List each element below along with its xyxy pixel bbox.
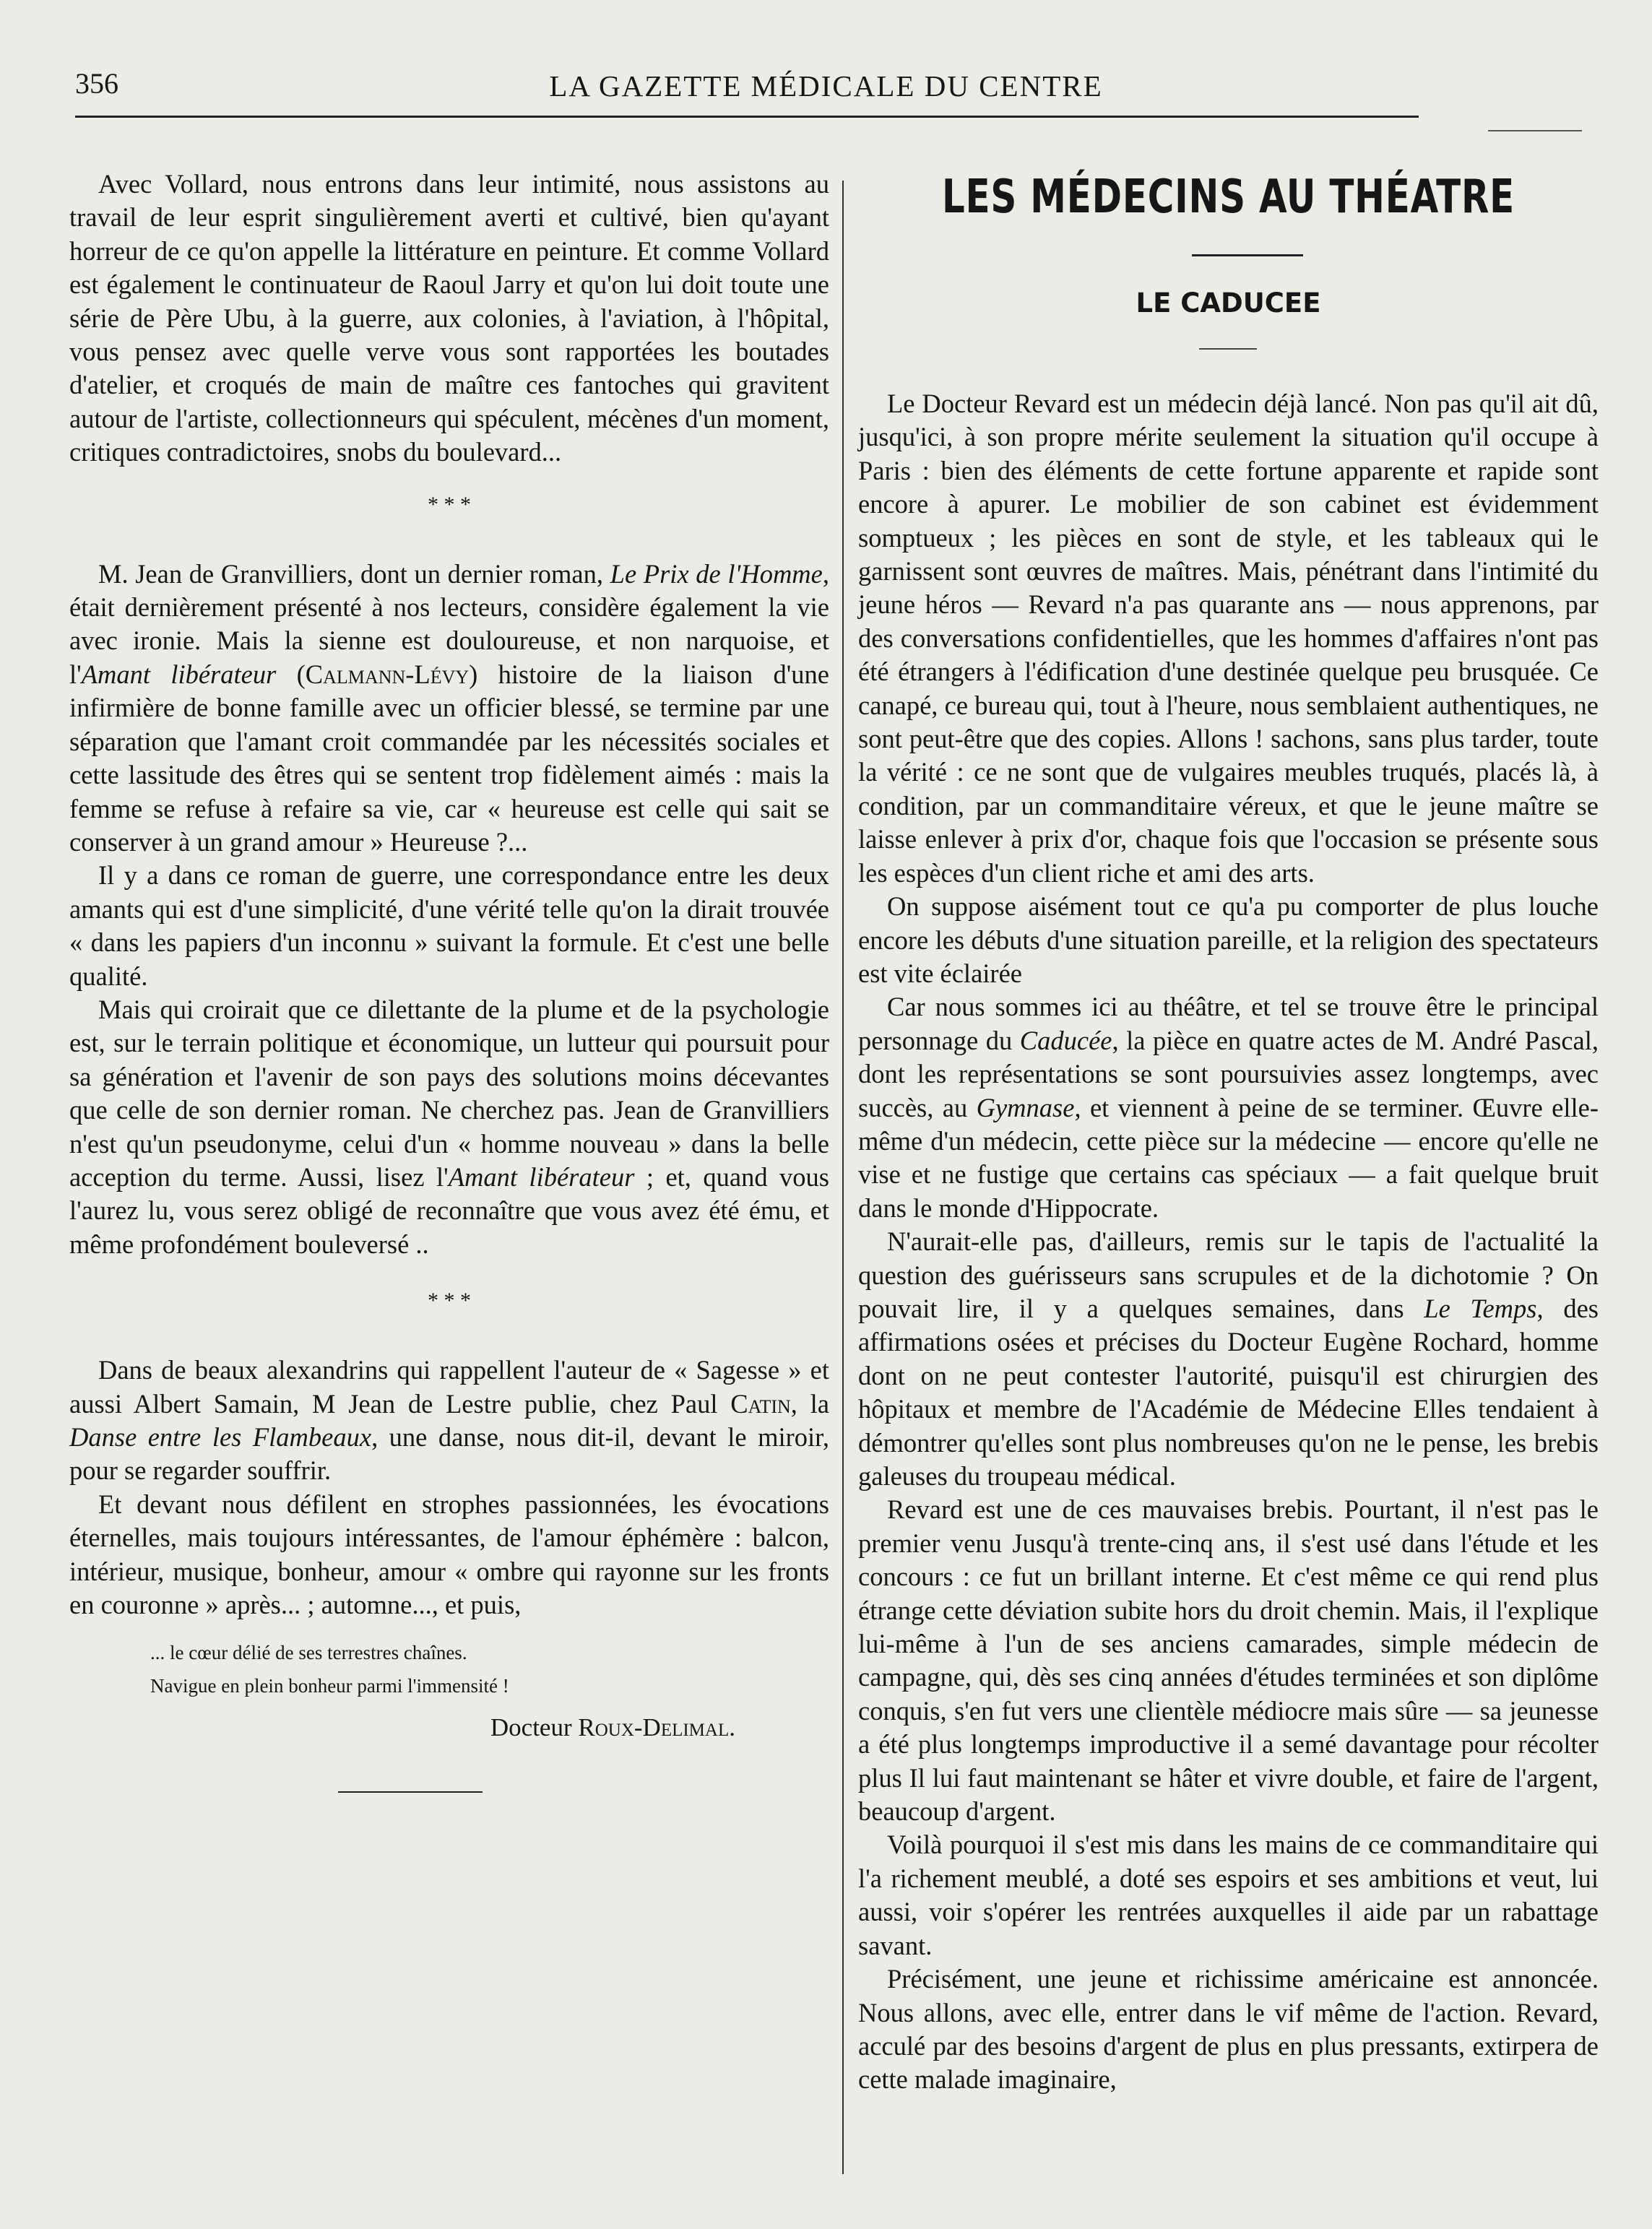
section-separator: * * * [428, 492, 471, 516]
section-separator: * * * [428, 1289, 471, 1313]
book-title: Amant libérateur [448, 1161, 635, 1192]
right-paragraph-dichotomie: N'aurait-elle pas, d'ailleurs, remis sur le tapis de l'actualité la question des guérisseurs sans scrupules et de la dichotomie ? On pouvait lire, il y a quelques semaines, dans Le Temps, des affirmations osées et précises du Docteur Eugène Rochard, homme dont on ne peut contester l'autorité, puisqu'il est chirurgien des hôpitaux et membre de l'Académie de Médecine Elles tendaient à démontrer qu'elles sont plus nombreuses qu'on ne le pense, les brebis galeuses du troupeau médical. [858, 1226, 1599, 1491]
left-paragraph-granvilliers: M. Jean de Granvilliers, dont un dernier roman, Le Prix de l'Homme, était dernièrement présenté à nos lecteurs, considère également la vie avec ironie. Mais la sienne est douloureuse, et non narquoise, et l'Amant libérateur (Calmann-Lévy) histoire de la liaison d'une infirmière de bonne famille avec un officier blessé, se termine par une séparation que l'amant croit commandée par les nécessités sociales et cette lassitude des êtres qui se sentent trop fidèlement aimés : mais la femme se refuse à refaire sa vie, car « heureuse est celle qui sait se conserver à un grand amour » Heureuse ?... [69, 558, 829, 857]
subtitle-rule [1199, 348, 1257, 350]
left-paragraph-vollard: Avec Vollard, nous entrons dans leur intimité, nous assistons au travail de leur esprit singulièrement averti et cultivé, bien qu'ayant horreur de ce qu'on appelle la littérature en peinture. Et comme Vollard est également le continuateur de Raoul Jarry et qu'on lui doit toute une série de Père Ubu, à la guerre, aux colonies, à l'aviation, à l'hôpital, vous pensez avec quelle verve vous sont rapportées les boutades d'atelier, et croqués de main de maître ces fantoches qui gravitent autour de l'artiste, collectionneurs qui spéculent, mécènes d'un moment, critiques contradictoires, snobs du boulevard... [69, 169, 829, 467]
verse-line: Navigue en plein bonheur parmi l'immensité ! [150, 1675, 509, 1697]
right-paragraph-theatre: Car nous sommes ici au théâtre, et tel se trouve être le principal personnage du Caducée, la pièce en quatre actes de M. André Pascal, dont les représentations se sont poursuivies assez longtemps, avec succès, au Gymnase, et viennent à peine de se terminer. Œuvre elle-même d'un médecin, cette pièce sur la médecine — encore qu'elle ne vise et ne fustige que certains cas spéciaux — a fait quelque bruit dans le monde d'Hippocrate. [858, 992, 1599, 1223]
header-rule [75, 116, 1419, 118]
right-paragraph-suppose: On suppose aisément tout ce qu'a pu comporter de plus louche encore les débuts d'une situation pareille, et la religion des spectateurs est vite éclairée [858, 891, 1599, 988]
header-rule-fragment [1488, 130, 1582, 131]
left-paragraph-dilettante: Mais qui croirait que ce dilettante de la plume et de la psychologie est, sur le terrain politique et économique, un lutteur qui poursuit pour sa génération et l'avenir de son pays des solutions moins décevantes que celle de son dernier roman. Ne cherchez pas. Jean de Granvilliers n'est qu'un pseudonyme, celui d'un « homme nouveau » dans la belle acception du terme. Aussi, lisez l'Amant libérateur ; et, quand vous l'aurez lu, vous serez obligé de reconnaître que vous avez été ému, et même profondément bouleversé .. [69, 994, 829, 1259]
theatre-name: Gymnase [976, 1092, 1075, 1122]
right-paragraph-revard: Le Docteur Revard est un médecin déjà lancé. Non pas qu'il ait dû, jusqu'ici, à son propre mérite seulement la situation qu'il occupe à Paris : bien des éléments de cette fortune apparente et rapide sont encore à apurer. Le mobilier de son cabinet est évidemment somptueux ; les pièces en sont de style, et les tableaux qui le garnissent sont œuvres de maîtres. Mais, pénétrant dans l'intimité du jeune héros — Revard n'a pas quarante ans — nous apprenons, par des conversations confidentielles, que les hommes d'affaires n'ont pas été étrangers à l'édification d'une destinée quelque peu brusquée. Ce canapé, ce bureau qui, tout à l'heure, nous semblaient authentiques, ne sont peut-être que des copies. Allons ! sachons, sans plus tarder, toute la vérité : ce ne sont que de vulgaires meubles truqués, placés là, à condition, par un commanditaire véreux, et que le jeune maître se laisse enlever à prix d'or, chaque fois que l'occasion se présente sous les espèces d'un client riche et ami des arts. [858, 389, 1599, 888]
article-title: LES MÉDECINS AU THÉATRE [941, 170, 1515, 224]
left-paragraph-strophes: Et devant nous défilent en strophes passionnées, les évocations éternelles, mais toujours intéressantes, de l'amour éphémère : balcon, intérieur, musique, bonheur, amour « ombre qui rayonne sur les fronts en couronne » après... ; automne..., et puis, [69, 1489, 829, 1620]
right-paragraph-brebis: Revard est une de ces mauvaises brebis. Pourtant, il n'est pas le premier venu Jusqu'à trente-cinq ans, il s'est usé dans l'étude et les concours : ce fut un brillant interne. Et c'est même ce qui rend plus étrange cette déviation subite hors du droit chemin. Mais, il l'explique lui-même à l'un de ses anciens camarades, simple médecin de campagne, qui, dès ses cinq années d'études terminées et son diplôme conquis, s'en fut vers une clientèle médiocre mais sûre — sa jeunesse a été plus longtemps improductive il a semé davantage pour récolter plus Il lui faut maintenant se hâter et vivre double, et faire de l'argent, beaucoup d'argent. [858, 1494, 1599, 1827]
newspaper-title: Le Temps [1424, 1293, 1537, 1323]
publisher-name: Calmann-Lévy [305, 659, 470, 689]
right-paragraph-commanditaire: Voilà pourquoi il s'est mis dans les mains de ce commanditaire qui l'a richement meublé, a doté ses espoirs et ses ambitions et veut, lui aussi, voir s'opérer les rentrées auxquelles il aide par un rabattage savant. [858, 1830, 1599, 1960]
verse-quote [150, 1636, 829, 1702]
end-rule [338, 1791, 483, 1793]
book-title: Amant libérateur [81, 659, 277, 689]
left-paragraph-correspondance: Il y a dans ce roman de guerre, une correspondance entre les deux amants qui est d'une simplicité, d'une vérité telle qu'on la dirait trouvée « dans les papiers d'un inconnu » suivant la formule. Et c'est une belle qualité. [69, 860, 829, 991]
running-title: LA GAZETTE MÉDICALE DU CENTRE [549, 69, 1103, 103]
title-rule [1192, 254, 1303, 256]
author-signature: Docteur Roux-Delimal. [490, 1713, 735, 1742]
column-separator [842, 181, 844, 2174]
book-title: Danse entre les Flambeaux [69, 1422, 372, 1452]
article-subtitle: LE CADUCEE [1136, 287, 1321, 319]
left-paragraph-alexandrins: Dans de beaux alexandrins qui rappellent l'auteur de « Sagesse » et aussi Albert Samain, M Jean de Lestre publie, chez Paul Catin, la Danse entre les Flambeaux, une danse, nous dit-il, devant le miroir, pour se regarder souffrir. [69, 1355, 829, 1486]
page-number: 356 [75, 67, 118, 100]
play-title: Caducée [1019, 1025, 1112, 1055]
publisher-name: Catin [730, 1388, 791, 1419]
left-column [69, 168, 829, 1793]
right-paragraph-americaine: Précisément, une jeune et richissime américaine est annoncée. Nous allons, avec elle, entrer dans le vif même de l'action. Revard, acculé par des besoins d'argent de plus en plus pressants, extirpera de cette malade imaginaire, [858, 1964, 1599, 2095]
book-title: Le Prix de l'Homme [610, 558, 823, 589]
right-column [858, 387, 1599, 2097]
verse-line: ... le cœur délié de ses terrestres chaînes. [150, 1642, 467, 1664]
